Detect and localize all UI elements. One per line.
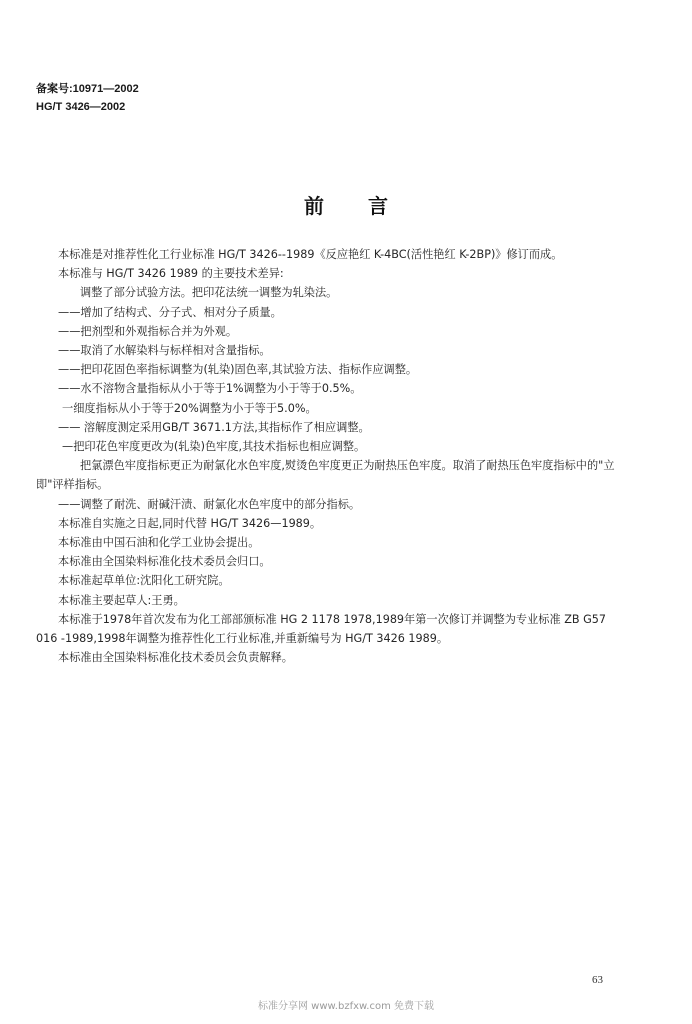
list-item: ——调整了耐洗、耐碱汗渍、耐氯化水色牢度中的部分指标。 bbox=[58, 497, 361, 511]
list-item: —把印花色牢度更改为(轧染)色牢度,其技术指标也相应调整。 bbox=[62, 440, 366, 454]
paragraph-drafters: 本标准主要起草人:王勇。 bbox=[58, 593, 185, 607]
watermark-text: 标准分享网 www.bzfxw.com 免费下载 bbox=[258, 1001, 434, 1012]
list-item: 把氯漂色牢度指标更正为耐氯化水色牢度,熨烫色牢度更正为耐热压色牢度。取消了耐热压色牢度指标中的"立即"评样指标。 bbox=[36, 459, 615, 492]
list-item: 一细度指标从小于等于20%调整为小于等于5.0%。 bbox=[62, 401, 317, 415]
list-item: ——水不溶物含量指标从小于等于1%调整为小于等于0.5%。 bbox=[58, 382, 362, 396]
paragraph-intro: 本标准是对推荐性化工行业标准 HG/T 3426--1989《反应艳红 K-4BC(活性艳红 K-2BP)》修订而成。 bbox=[58, 248, 563, 261]
paragraph-centralized: 本标准由全国染料标准化技术委员会归口。 bbox=[58, 555, 271, 569]
paragraph-history: 本标准于1978年首次发布为化工部部颁标准 HG 2 1178 1978,1989年第一次修订并调整为专业标准 ZB G57 016 -1989,1998年调整为推荐性化工行业标准,并重新编号为 HG/T 3426 1989。 bbox=[36, 612, 610, 646]
paragraph-proposer: 本标准由中国石油和化学工业协会提出。 bbox=[58, 536, 260, 550]
paragraph-differences-heading: 本标准与 HG/T 3426 1989 的主要技术差异: bbox=[58, 267, 284, 281]
list-item: 调整了部分试验方法。把印花法统一调整为轧染法。 bbox=[80, 286, 338, 300]
list-item: ——把剂型和外观指标合并为外观。 bbox=[58, 324, 238, 338]
standard-number: HG/T 3426—2002 bbox=[36, 101, 126, 113]
paragraph-interpretation: 本标准由全国染料标准化技术委员会负责解释。 bbox=[58, 651, 293, 665]
foreword-body bbox=[36, 245, 616, 667]
page-title: 前言 bbox=[304, 194, 432, 218]
list-item: ——把印花固色率指标调整为(轧染)固色率,其试验方法、指标作应调整。 bbox=[58, 363, 418, 377]
record-number: 备案号:10971—2002 bbox=[36, 83, 139, 95]
paragraph-drafting-unit: 本标准起草单位:沈阳化工研究院。 bbox=[58, 574, 230, 588]
paragraph-replaces: 本标准自实施之日起,同时代替 HG/T 3426—1989。 bbox=[58, 516, 322, 530]
list-item: ——取消了水解染料与标样相对含量指标。 bbox=[58, 344, 271, 358]
list-item: ——增加了结构式、分子式、相对分子质量。 bbox=[58, 305, 282, 319]
document-header bbox=[36, 80, 139, 116]
page-number: 63 bbox=[592, 974, 603, 986]
list-item: —— 溶解度测定采用GB/T 3671.1方法,其指标作了相应调整。 bbox=[58, 420, 370, 434]
